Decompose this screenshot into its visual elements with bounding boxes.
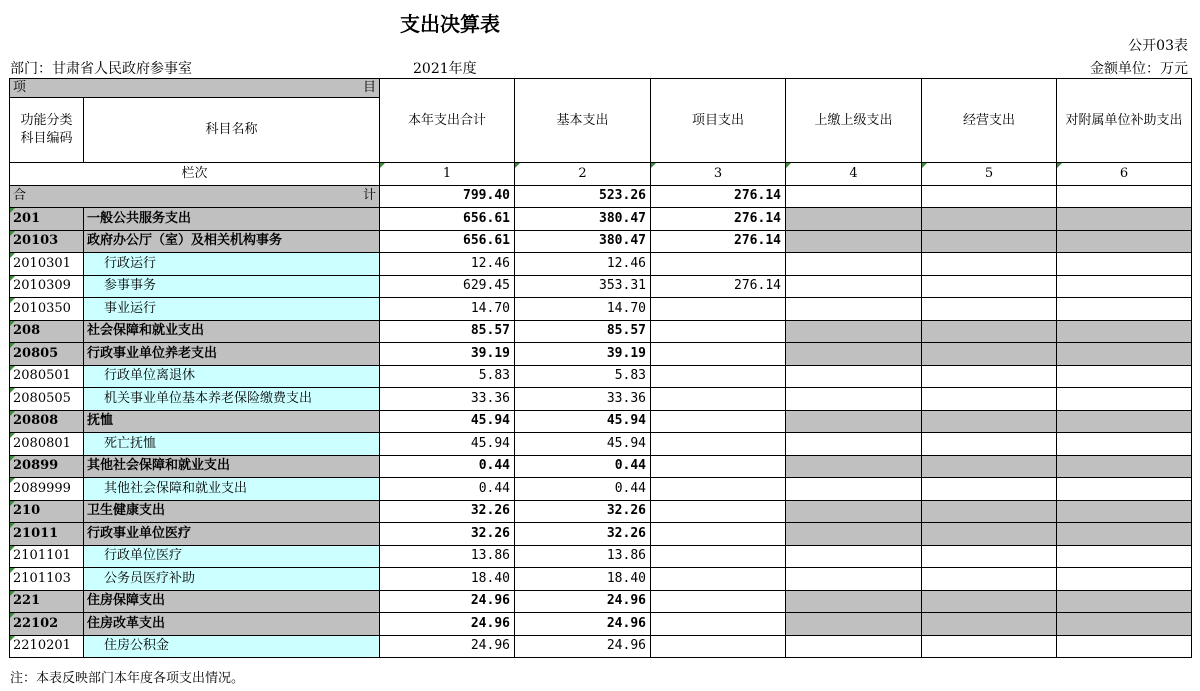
row-value — [786, 298, 922, 321]
row-name: 行政单位离退休 — [84, 365, 380, 388]
row-name: 社会保障和就业支出 — [84, 320, 380, 343]
row-value — [922, 320, 1057, 343]
code-col-header: 功能分类科目编码 — [10, 98, 84, 163]
row-value — [1057, 365, 1192, 388]
row-value: 5.83 — [515, 365, 651, 388]
unit-label: 金额单位：万元 — [1090, 61, 1188, 77]
row-value — [1057, 590, 1192, 613]
row-value — [786, 568, 922, 591]
table-row — [10, 568, 1192, 591]
row-value — [786, 208, 922, 231]
row-value: 85.57 — [515, 320, 651, 343]
row-name: 行政运行 — [84, 253, 380, 276]
row-value: 629.45 — [380, 275, 515, 298]
row-value — [1057, 410, 1192, 433]
row-value: 45.94 — [515, 410, 651, 433]
row-value — [1057, 275, 1192, 298]
row-value: 24.96 — [380, 590, 515, 613]
table-row — [10, 365, 1192, 388]
row-value — [922, 568, 1057, 591]
row-name: 卫生健康支出 — [84, 500, 380, 523]
col-header-1: 本年支出合计 — [380, 79, 515, 163]
row-value: 380.47 — [515, 208, 651, 231]
row-value — [1057, 433, 1192, 456]
row-value — [651, 410, 786, 433]
row-value — [786, 635, 922, 658]
row-name: 住房公积金 — [84, 635, 380, 658]
row-value: 276.14 — [651, 208, 786, 231]
row-value — [922, 545, 1057, 568]
row-value — [786, 478, 922, 501]
row-value: 14.70 — [515, 298, 651, 321]
row-value — [922, 478, 1057, 501]
table-row — [10, 523, 1192, 546]
row-value: 32.26 — [380, 500, 515, 523]
row-code: 21011 — [10, 523, 84, 546]
expenditure-table — [9, 78, 1192, 658]
total-value: 523.26 — [515, 185, 651, 208]
row-value: 5.83 — [380, 365, 515, 388]
row-code: 2080505 — [10, 388, 84, 411]
row-name: 参事事务 — [84, 275, 380, 298]
col-header-6: 对附属单位补助支出 — [1057, 79, 1192, 163]
row-value — [786, 545, 922, 568]
row-value — [786, 455, 922, 478]
row-code: 2080801 — [10, 433, 84, 456]
row-value — [651, 298, 786, 321]
row-value — [922, 613, 1057, 636]
total-row — [10, 185, 1192, 208]
row-value — [651, 478, 786, 501]
row-name: 抚恤 — [84, 410, 380, 433]
row-value — [1057, 253, 1192, 276]
row-value — [651, 590, 786, 613]
row-value: 32.26 — [515, 523, 651, 546]
row-name: 行政单位医疗 — [84, 545, 380, 568]
row-value — [1057, 500, 1192, 523]
row-value — [1057, 478, 1192, 501]
row-value — [651, 388, 786, 411]
row-code: 2010309 — [10, 275, 84, 298]
row-name: 其他社会保障和就业支出 — [84, 478, 380, 501]
col-number: 3 — [651, 163, 786, 186]
total-value: 276.14 — [651, 185, 786, 208]
row-name: 机关事业单位基本养老保险缴费支出 — [84, 388, 380, 411]
row-name: 住房保障支出 — [84, 590, 380, 613]
header-item-cell — [10, 79, 380, 98]
row-value — [1057, 298, 1192, 321]
row-name: 事业运行 — [84, 298, 380, 321]
row-value — [651, 253, 786, 276]
total-value — [1057, 185, 1192, 208]
row-name: 其他社会保障和就业支出 — [84, 455, 380, 478]
row-value — [651, 365, 786, 388]
row-value: 24.96 — [380, 613, 515, 636]
footnote: 注：本表反映部门本年度各项支出情况。 — [10, 671, 245, 686]
row-value — [786, 500, 922, 523]
row-value — [786, 523, 922, 546]
row-value — [1057, 523, 1192, 546]
row-value — [786, 613, 922, 636]
row-value: 0.44 — [380, 455, 515, 478]
row-value — [1057, 388, 1192, 411]
col-header-3: 项目支出 — [651, 79, 786, 163]
col-header-5: 经营支出 — [922, 79, 1057, 163]
row-value — [651, 500, 786, 523]
row-code: 22102 — [10, 613, 84, 636]
row-name: 死亡抚恤 — [84, 433, 380, 456]
row-value: 0.44 — [380, 478, 515, 501]
row-value — [786, 230, 922, 253]
row-value: 24.96 — [515, 635, 651, 658]
table-row — [10, 343, 1192, 366]
row-value: 12.46 — [515, 253, 651, 276]
row-code: 20808 — [10, 410, 84, 433]
row-value: 24.96 — [515, 613, 651, 636]
row-value: 13.86 — [380, 545, 515, 568]
row-value: 380.47 — [515, 230, 651, 253]
row-value — [922, 208, 1057, 231]
table-row — [10, 320, 1192, 343]
row-name: 一般公共服务支出 — [84, 208, 380, 231]
row-value — [1057, 613, 1192, 636]
table-row — [10, 208, 1192, 231]
row-value: 0.44 — [515, 478, 651, 501]
row-code: 2010350 — [10, 298, 84, 321]
table-row — [10, 455, 1192, 478]
page-title: 支出决算表 — [400, 12, 500, 36]
row-value — [922, 253, 1057, 276]
year-label: 2021年度 — [413, 61, 477, 77]
row-value — [1057, 455, 1192, 478]
row-value: 33.36 — [380, 388, 515, 411]
row-value: 13.86 — [515, 545, 651, 568]
row-value — [651, 320, 786, 343]
row-value — [651, 433, 786, 456]
row-name: 行政事业单位医疗 — [84, 523, 380, 546]
row-name: 住房改革支出 — [84, 613, 380, 636]
row-code: 2080501 — [10, 365, 84, 388]
row-value — [922, 365, 1057, 388]
col-number: 2 — [515, 163, 651, 186]
row-value: 33.36 — [515, 388, 651, 411]
row-code: 2010301 — [10, 253, 84, 276]
row-value — [786, 320, 922, 343]
header-item-right: 目 — [362, 80, 376, 95]
row-code: 208 — [10, 320, 84, 343]
row-code: 2089999 — [10, 478, 84, 501]
row-value — [786, 410, 922, 433]
col-number: 5 — [922, 163, 1057, 186]
row-value — [922, 590, 1057, 613]
row-value — [922, 275, 1057, 298]
row-value — [786, 275, 922, 298]
row-value: 276.14 — [651, 275, 786, 298]
row-value: 45.94 — [380, 433, 515, 456]
table-row — [10, 635, 1192, 658]
row-name: 行政事业单位养老支出 — [84, 343, 380, 366]
table-row — [10, 388, 1192, 411]
meta-row — [10, 56, 1188, 76]
col-number: 4 — [786, 163, 922, 186]
col-number: 1 — [380, 163, 515, 186]
row-value — [786, 253, 922, 276]
row-value — [922, 455, 1057, 478]
row-value — [651, 343, 786, 366]
total-label-right: 计 — [362, 188, 376, 204]
table-row — [10, 613, 1192, 636]
row-value: 656.61 — [380, 208, 515, 231]
row-code: 20103 — [10, 230, 84, 253]
col-number-row — [10, 163, 1192, 186]
row-name: 政府办公厅（室）及相关机构事务 — [84, 230, 380, 253]
row-value: 24.96 — [515, 590, 651, 613]
row-name: 公务员医疗补助 — [84, 568, 380, 591]
row-value — [922, 230, 1057, 253]
row-value: 0.44 — [515, 455, 651, 478]
row-value: 32.26 — [380, 523, 515, 546]
row-value: 45.94 — [380, 410, 515, 433]
row-value — [922, 635, 1057, 658]
col-number: 6 — [1057, 163, 1192, 186]
table-code: 公开03表 — [1128, 38, 1188, 54]
row-value — [786, 388, 922, 411]
table-row — [10, 433, 1192, 456]
total-label-left: 合 — [13, 188, 27, 204]
header-item-row — [10, 79, 1192, 98]
table-row — [10, 253, 1192, 276]
row-value — [651, 635, 786, 658]
row-value: 39.19 — [515, 343, 651, 366]
row-value: 32.26 — [515, 500, 651, 523]
row-value — [1057, 320, 1192, 343]
row-value — [786, 365, 922, 388]
table-row — [10, 230, 1192, 253]
total-value — [922, 185, 1057, 208]
row-value — [786, 343, 922, 366]
row-value: 45.94 — [515, 433, 651, 456]
department-label: 部门：甘肃省人民政府参事室 — [10, 61, 192, 77]
row-code: 210 — [10, 500, 84, 523]
total-label-cell — [10, 185, 380, 208]
row-value — [786, 433, 922, 456]
table-row — [10, 545, 1192, 568]
row-value — [922, 343, 1057, 366]
row-value — [1057, 635, 1192, 658]
row-value — [651, 545, 786, 568]
row-value: 24.96 — [380, 635, 515, 658]
row-value: 39.19 — [380, 343, 515, 366]
row-value — [651, 523, 786, 546]
row-code: 221 — [10, 590, 84, 613]
row-code: 201 — [10, 208, 84, 231]
total-value — [786, 185, 922, 208]
row-code: 20899 — [10, 455, 84, 478]
table-row — [10, 298, 1192, 321]
row-value — [1057, 568, 1192, 591]
table-row — [10, 500, 1192, 523]
row-value — [651, 613, 786, 636]
name-col-header: 科目名称 — [84, 98, 380, 163]
row-code: 2210201 — [10, 635, 84, 658]
row-value — [651, 568, 786, 591]
row-value: 85.57 — [380, 320, 515, 343]
row-value: 276.14 — [651, 230, 786, 253]
table-row — [10, 478, 1192, 501]
row-code: 20805 — [10, 343, 84, 366]
row-value — [922, 433, 1057, 456]
col-number-label: 栏次 — [10, 163, 380, 186]
row-value — [1057, 343, 1192, 366]
header-item-left: 项 — [13, 80, 27, 95]
row-value — [1057, 208, 1192, 231]
table-row — [10, 275, 1192, 298]
row-value: 353.31 — [515, 275, 651, 298]
table-row — [10, 590, 1192, 613]
total-value: 799.40 — [380, 185, 515, 208]
row-value: 14.70 — [380, 298, 515, 321]
row-code: 2101103 — [10, 568, 84, 591]
row-value — [922, 410, 1057, 433]
row-value: 18.40 — [515, 568, 651, 591]
row-value: 18.40 — [380, 568, 515, 591]
row-value: 12.46 — [380, 253, 515, 276]
table-row — [10, 410, 1192, 433]
row-code: 2101101 — [10, 545, 84, 568]
row-value — [922, 388, 1057, 411]
row-value — [1057, 545, 1192, 568]
row-value — [786, 590, 922, 613]
row-value — [651, 455, 786, 478]
col-header-2: 基本支出 — [515, 79, 651, 163]
row-value: 656.61 — [380, 230, 515, 253]
row-value — [922, 298, 1057, 321]
row-value — [922, 500, 1057, 523]
col-header-4: 上缴上级支出 — [786, 79, 922, 163]
row-value — [922, 523, 1057, 546]
row-value — [1057, 230, 1192, 253]
